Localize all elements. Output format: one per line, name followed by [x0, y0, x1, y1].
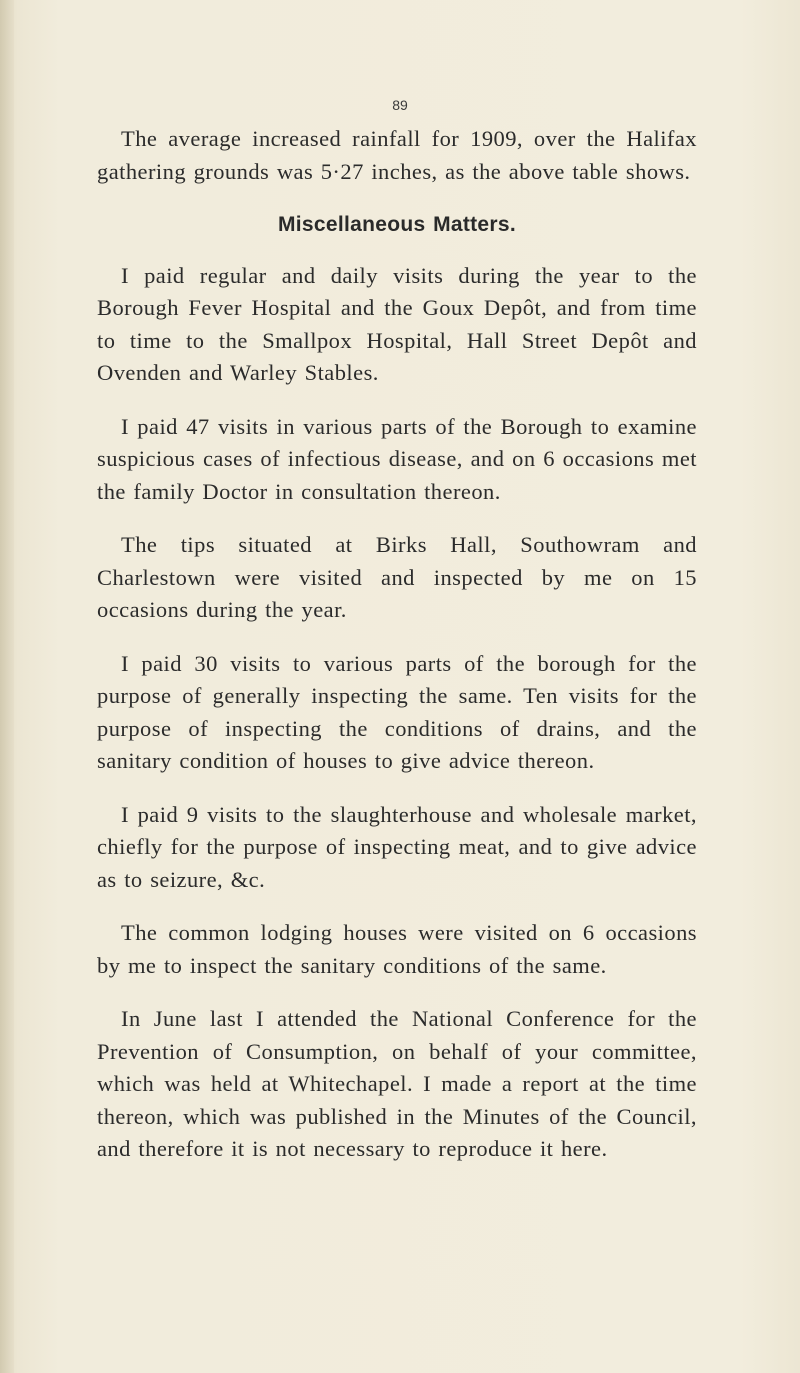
paragraph-daily-visits: I paid regular and daily visits during the year to the Borough Fever Hospital and the Goux Depôt, and from time to time to the Smallpox Hospital, Hall Street Depôt and Ovenden and Warley Stables. [97, 262, 697, 385]
intro-paragraph: The average increased rainfall for 1909, over the Halifax gathering grounds was 5·27 inches, as the above table shows. [97, 126, 697, 184]
paragraph-tips: The tips situated at Birks Hall, Southowram and Charlestown were visited and inspected by me on 15 occasions during the year. [97, 532, 697, 622]
page-number: 89 [392, 97, 408, 113]
paragraph-infectious-visits: I paid 47 visits in various parts of the Borough to examine suspicious cases of infectious disease, and on 6 occasions met the family Doctor in consultation thereon. [97, 413, 697, 504]
page-edge [0, 0, 14, 1373]
paragraph-lodging-houses: The common lodging houses were visited on 6 occasions by me to inspect the sanitary conditions of the same. [97, 920, 697, 978]
paragraph-slaughterhouse: I paid 9 visits to the slaughterhouse and wholesale market, chiefly for the purpose of inspecting meat, and to give advice as to seizure, &c. [97, 801, 697, 892]
page-body [97, 123, 697, 1187]
paragraph-conference: In June last I attended the National Conference for the Prevention of Consumption, on behalf of your committee, which was held at Whitechapel. I made a report at the time thereon, which was published in the Minutes of the Council, and therefore it is not necessary to reproduce it here. [97, 1006, 697, 1161]
section-heading: Miscellaneous Matters. [277, 213, 516, 236]
paragraph-borough-inspections: I paid 30 visits to various parts of the borough for the purpose of generally inspecting the same. Ten visits for the purpose of inspecting the conditions of drains, and the sanitary condition of houses to give advice thereon. [97, 650, 697, 773]
